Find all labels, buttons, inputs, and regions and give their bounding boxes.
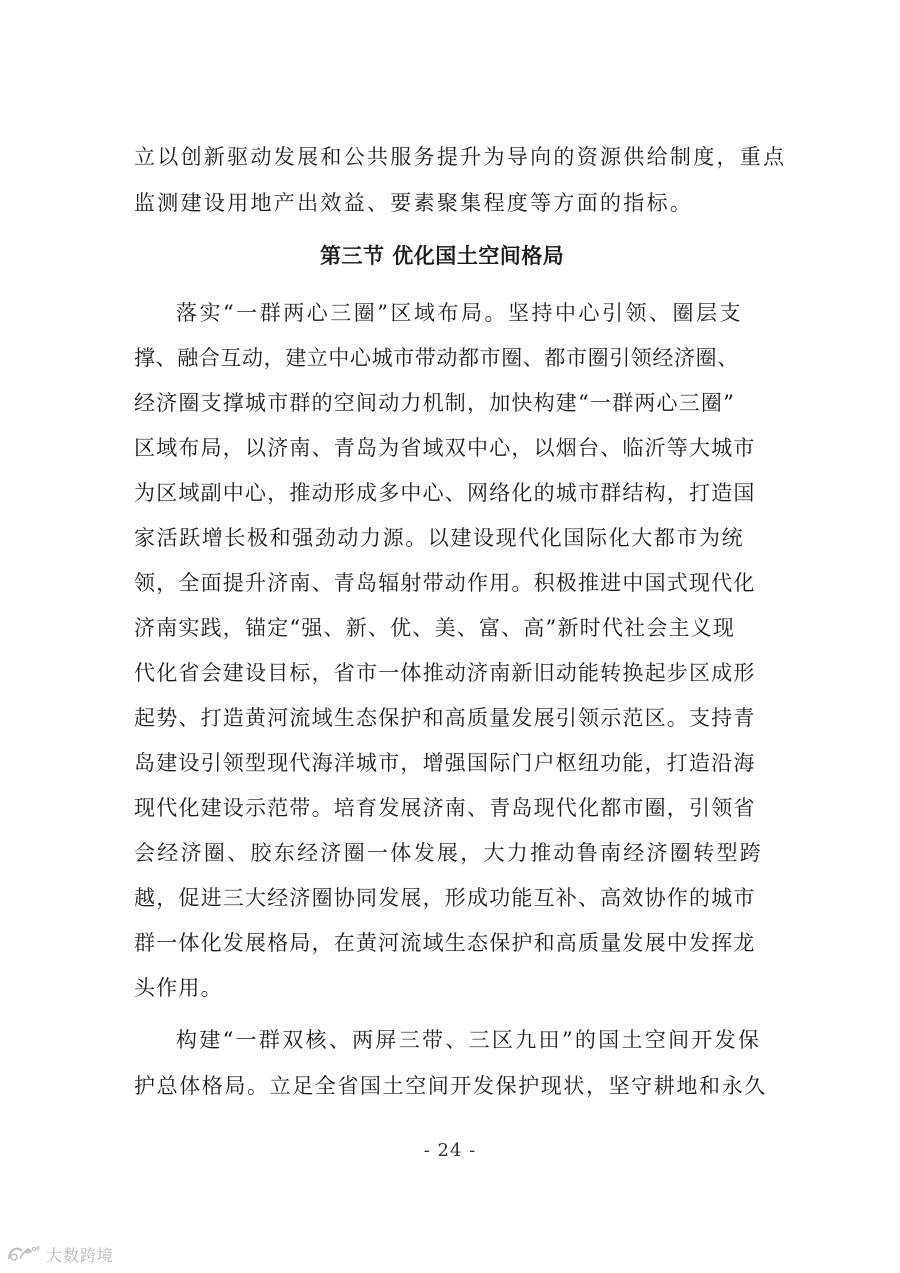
paragraph-line	[0, 698, 900, 738]
paragraph-line	[0, 183, 900, 223]
text-line: 岛建设引领型现代海洋城市，增强国际门户枢纽功能，打造沿海	[134, 751, 756, 775]
text-line: 落实“一群两心三圈”区域布局。坚持中心引领、圈层支	[176, 301, 743, 325]
paragraph-line	[0, 653, 900, 693]
text-line: 头作用。	[134, 976, 223, 1000]
paragraph-line	[0, 1020, 900, 1060]
text-line: 越，促进三大经济圈协同发展，形成功能互补、高效协作的城市	[134, 886, 756, 910]
text-line: 群一体化发展格局，在黄河流域生态保护和高质量发展中发挥龙	[134, 931, 756, 955]
text-line: 起势、打造黄河流域生态保护和高质量发展引领示范区。支持青	[134, 706, 756, 730]
paragraph-line	[0, 878, 900, 918]
paragraph-line	[0, 833, 900, 873]
text-line: 家活跃增长极和强劲动力源。以建设现代化国际化大都市为统	[134, 526, 745, 550]
watermark-text: 大数跨境	[46, 1245, 115, 1265]
paragraph-line	[0, 518, 900, 558]
text-line: 会经济圈、胶东经济圈一体发展，大力推动鲁南经济圈转型跨	[134, 841, 764, 865]
paragraph-line	[0, 137, 900, 177]
logo-icon	[6, 1243, 42, 1265]
paragraph-line	[0, 383, 900, 423]
text-line: 监测建设用地产出效益、要素聚集程度等方面的指标。	[134, 191, 694, 215]
paragraph-line	[0, 563, 900, 603]
section-heading-row	[0, 236, 900, 276]
text-line: 立以创新驱动发展和公共服务提升为导向的资源供给制度，重点	[134, 145, 787, 169]
text-line: 为区域副中心，推动形成多中心、网络化的城市群结构，打造国	[134, 481, 756, 505]
paragraph-line	[0, 743, 900, 783]
text-line: 护总体格局。立足全省国土空间开发保护现状，坚守耕地和永久	[134, 1074, 767, 1098]
paragraph-line	[0, 293, 900, 333]
paragraph-line	[0, 338, 900, 378]
paragraph-line	[0, 428, 900, 468]
section-heading: 第三节 优化国土空间格局	[320, 244, 565, 268]
paragraph-line	[0, 788, 900, 828]
text-line: 构建“一群双核、两屏三带、三区九田”的国土空间开发保	[176, 1028, 762, 1052]
text-line: 领，全面提升济南、青岛辐射带动作用。积极推进中国式现代化	[134, 571, 756, 595]
text-line: 区域布局，以济南、青岛为省域双中心，以烟台、临沂等大城市	[134, 436, 756, 460]
watermark	[6, 1240, 114, 1268]
text-line: 撑、融合互动，建立中心城市带动都市圈、都市圈引领经济圈、	[134, 346, 739, 370]
text-line: 代化省会建设目标，省市一体推动济南新旧动能转换起步区成形	[134, 661, 756, 685]
paragraph-line	[0, 473, 900, 513]
paragraph-line	[0, 968, 900, 1008]
text-line: 经济圈支撑城市群的空间动力机制，加快构建“一群两心三圈”	[134, 391, 736, 415]
text-line: 现代化建设示范带。培育发展济南、青岛现代化都市圈，引领省	[134, 796, 756, 820]
paragraph-line	[0, 923, 900, 963]
paragraph-line	[0, 608, 900, 648]
paragraph-line	[0, 1066, 900, 1106]
text-line: 济南实践，锚定“强、新、优、美、富、高”新时代社会主义现	[134, 616, 736, 640]
page-number: - 24 -	[423, 1140, 477, 1161]
